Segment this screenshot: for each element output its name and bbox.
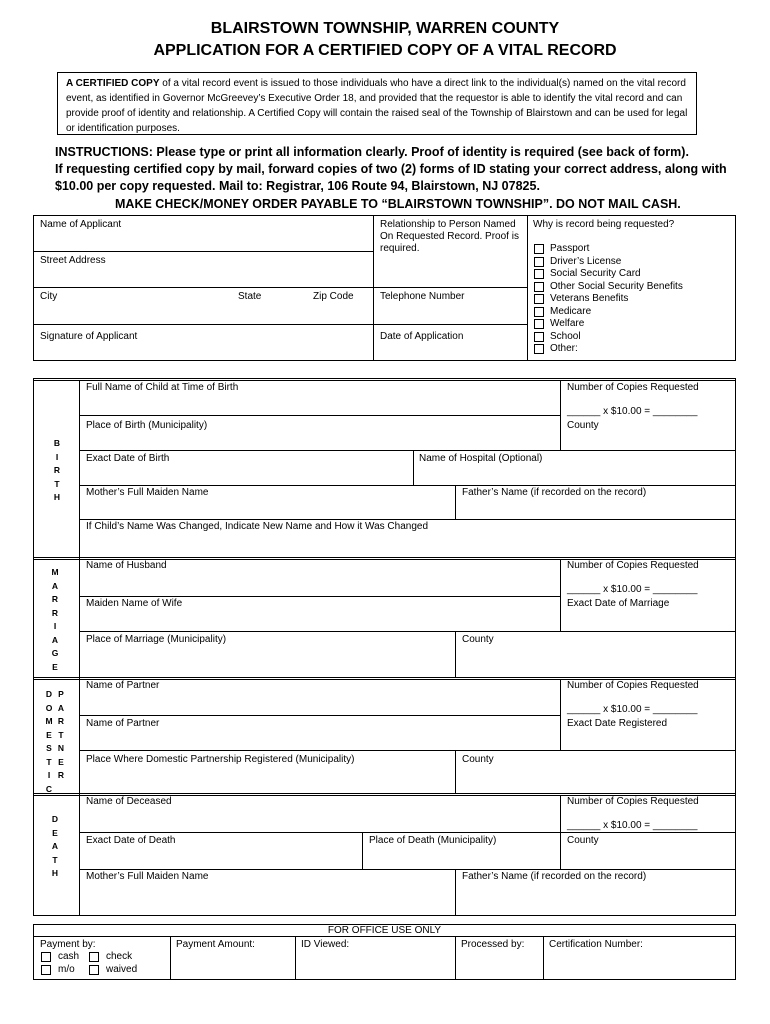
id-viewed-label: ID Viewed: (301, 939, 350, 950)
waived-checkbox[interactable] (89, 965, 99, 975)
death-side-label: D E A T H (51, 814, 59, 878)
domestic-date-label: Exact Date Registered (567, 718, 668, 729)
instructions-line-1: INSTRUCTIONS: Please type or print all information clearly. Proof of identity is required (see back of form). (55, 145, 689, 159)
street-address-label: Street Address (40, 255, 106, 266)
why-requested-label: Why is record being requested? (533, 219, 675, 230)
applicant-name-label: Name of Applicant (40, 219, 122, 230)
reason-passport: Passport (550, 243, 590, 254)
reason-welfare: Welfare (550, 318, 585, 329)
death-fee-line[interactable]: ______ x $10.00 = ________ (567, 820, 698, 831)
social-security-card-checkbox[interactable] (534, 269, 544, 279)
marriage-wife-label: Maiden Name of Wife (86, 598, 183, 609)
reason-medicare: Medicare (550, 306, 592, 317)
birth-child-name-label: Full Name of Child at Time of Birth (86, 382, 239, 393)
school-checkbox[interactable] (534, 332, 544, 342)
instructions-line-4: MAKE CHECK/MONEY ORDER PAYABLE TO “BLAIRSTOWN TOWNSHIP”. DO NOT MAIL CASH. (115, 197, 681, 211)
death-date-label: Exact Date of Death (86, 835, 176, 846)
waived-label: waived (106, 964, 138, 975)
domestic-partner2-label: Name of Partner (86, 718, 160, 729)
birth-place-label: Place of Birth (Municipality) (86, 420, 208, 431)
death-father-label: Father’s Name (if recorded on the record) (462, 871, 647, 882)
marriage-fee-line[interactable]: ______ x $10.00 = ________ (567, 584, 698, 595)
reason-other-ss-benefits: Other Social Security Benefits (550, 281, 683, 292)
birth-side-label: B I R T H (53, 438, 61, 502)
domestic-place-label: Place Where Domestic Partnership Registered (Municipality) (86, 754, 355, 765)
relationship-label-3: required. (380, 243, 420, 254)
money-order-label: m/o (58, 964, 75, 975)
cash-checkbox[interactable] (41, 952, 51, 962)
birth-mother-label: Mother’s Full Maiden Name (86, 487, 209, 498)
birth-name-changed-label: If Child’s Name Was Changed, Indicate New Name and How it Was Changed (86, 521, 429, 532)
veterans-benefits-checkbox[interactable] (534, 294, 544, 304)
marriage-copies-label: Number of Copies Requested (567, 560, 699, 571)
medicare-checkbox[interactable] (534, 307, 544, 317)
domestic-side-label: D O M E S T I C (45, 689, 53, 794)
death-place-label: Place of Death (Municipality) (369, 835, 497, 846)
relationship-label-1: Relationship to Person Named (380, 219, 516, 230)
certification-number-label: Certification Number: (549, 939, 643, 950)
birth-father-label: Father’s Name (if recorded on the record) (462, 487, 647, 498)
reason-social-security-card: Social Security Card (550, 268, 641, 279)
marriage-husband-label: Name of Husband (86, 560, 167, 571)
reason-other: Other: (550, 343, 578, 354)
intro-bold: A CERTIFIED COPY (66, 78, 160, 89)
other-checkbox[interactable] (534, 344, 544, 354)
reason-drivers-license: Driver’s License (550, 256, 622, 267)
birth-fee-line[interactable]: ______ x $10.00 = ________ (567, 406, 698, 417)
reason-school: School (550, 331, 581, 342)
instructions-line-3: $10.00 per copy requested. Mail to: Registrar, 106 Route 94, Blairstown, NJ 07825. (55, 179, 540, 193)
signature-label: Signature of Applicant (40, 331, 138, 342)
domestic-partner1-label: Name of Partner (86, 680, 160, 691)
birth-hospital-label: Name of Hospital (Optional) (419, 453, 543, 464)
date-of-application-label: Date of Application (380, 331, 464, 342)
marriage-side-label: M A R R I A G E (51, 567, 59, 672)
relationship-label-2: On Requested Record. Proof is (380, 231, 519, 242)
passport-checkbox[interactable] (534, 244, 544, 254)
domestic-copies-label: Number of Copies Requested (567, 680, 699, 691)
check-checkbox[interactable] (89, 952, 99, 962)
payment-by-label: Payment by: (40, 939, 96, 950)
marriage-county-label: County (462, 634, 494, 645)
death-county-label: County (567, 835, 599, 846)
domestic-county-label: County (462, 754, 494, 765)
telephone-label: Telephone Number (380, 291, 465, 302)
title-line-2: APPLICATION FOR A CERTIFIED COPY OF A VITAL RECORD (153, 42, 617, 59)
partner-side-label: P A R T N E R (57, 689, 65, 780)
domestic-fee-line[interactable]: ______ x $10.00 = ________ (567, 704, 698, 715)
reason-veterans-benefits: Veterans Benefits (550, 293, 629, 304)
birth-date-label: Exact Date of Birth (86, 453, 170, 464)
other-ss-benefits-checkbox[interactable] (534, 282, 544, 292)
birth-copies-label: Number of Copies Requested (567, 382, 699, 393)
processed-by-label: Processed by: (461, 939, 525, 950)
intro-text: of a vital record event is issued to those individuals who have a direct link to the individual(s) named on the vital record event, as identified in Governor McGreevey’s Executive Order 18, and provided that the requestor is able to identify the vital record and can provide proof of identity and relationship. A Certified Copy will contain the raised seal of the Township of Blairstown and can be used for legal or identification purposes. (66, 78, 688, 134)
marriage-date-label: Exact Date of Marriage (567, 598, 670, 609)
cash-label: cash (58, 951, 80, 962)
marriage-place-label: Place of Marriage (Municipality) (86, 634, 227, 645)
intro-box (57, 72, 697, 135)
death-copies-label: Number of Copies Requested (567, 796, 699, 807)
drivers-license-checkbox[interactable] (534, 257, 544, 267)
death-mother-label: Mother’s Full Maiden Name (86, 871, 209, 882)
city-label: City (40, 291, 58, 302)
money-order-checkbox[interactable] (41, 965, 51, 975)
office-use-header: FOR OFFICE USE ONLY (327, 925, 442, 936)
birth-county-label: County (567, 420, 599, 431)
welfare-checkbox[interactable] (534, 319, 544, 329)
death-deceased-label: Name of Deceased (86, 796, 172, 807)
payment-amount-label: Payment Amount: (176, 939, 255, 950)
state-label: State (238, 291, 262, 302)
instructions-line-2: If requesting certified copy by mail, forward copies of two (2) forms of ID stating your correct address, along with (55, 162, 727, 176)
check-label: check (106, 951, 133, 962)
title-line-1: BLAIRSTOWN TOWNSHIP, WARREN COUNTY (210, 20, 560, 37)
zip-label: Zip Code (313, 291, 354, 302)
